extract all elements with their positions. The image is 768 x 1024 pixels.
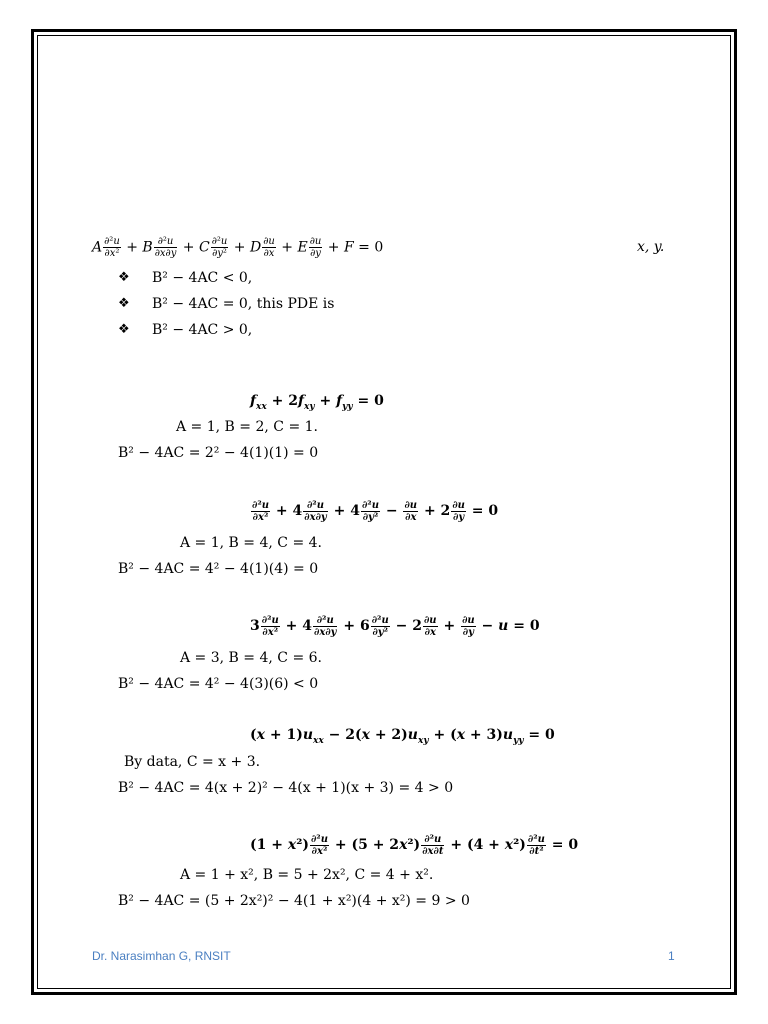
example-1-equation: $f_{xx} + 2f_{xy} + f_{yy} = 0$: [250, 393, 384, 412]
example-5-equation: (1 + x²) $\frac{\text{∂²u}}{\text{∂x²}}$ + (5 + 2x²) $\frac{\text{∂²u}}{\partial x\partial t}$ + (4 + x²) $\frac{\text{∂²u}}{\text{∂t²}}$ = 0: [250, 833, 579, 857]
general-equation: A $\frac{\text{∂²u}}{\text{∂x²}}$ + B $\frac{\text{∂²u}}{\partial x\partial y}$ + C $\frac{\text{∂²u}}{\text{∂y²}}$ + D $\frac{\partial u}{\partial x}$ + E $\frac{\partial u}{\partial y}$ + F = 0: [92, 236, 384, 259]
example-4-coefficients: By data, C = x + 3.: [124, 754, 261, 770]
bullet-text-3: B² − 4AC > 0,: [152, 322, 253, 338]
bullet-icon: ❖: [118, 322, 130, 337]
example-3-discriminant: B² − 4AC = 4² − 4(3)(6) < 0: [118, 676, 319, 692]
bullet-icon: ❖: [118, 270, 130, 285]
example-5-discriminant: B² − 4AC = (5 + 2x²)² − 4(1 + x²)(4 + x²) = 9 > 0: [118, 893, 470, 909]
general-equation-tail: x, y.: [637, 239, 665, 255]
example-2-equation: $\frac{\text{∂²u}}{\text{∂x²}}$ + 4 $\frac{\text{∂²u}}{\partial x\partial y}$ + 4 $\frac{\text{∂²u}}{\text{∂y²}}$ − $\frac{\partial u}{\partial x}$ + 2 $\frac{\partial u}{\partial y}$ = 0: [252, 499, 499, 523]
bullet-text-1: B² − 4AC < 0,: [152, 270, 253, 286]
bullet-text-2: B² − 4AC = 0, this PDE is: [152, 296, 335, 312]
example-3-coefficients: A = 3, B = 4, C = 6.: [180, 650, 322, 666]
footer-page-number: 1: [668, 949, 675, 963]
example-2-coefficients: A = 1, B = 4, C = 4.: [180, 535, 322, 551]
example-2-discriminant: B² − 4AC = 4² − 4(1)(4) = 0: [118, 561, 319, 577]
example-4-discriminant: B² − 4AC = 4(x + 2)² − 4(x + 1)(x + 3) = 4 > 0: [118, 780, 454, 796]
example-3-equation: 3 $\frac{\text{∂²u}}{\text{∂x²}}$ + 4 $\frac{\text{∂²u}}{\partial x\partial y}$ + 6 $\frac{\text{∂²u}}{\text{∂y²}}$ − 2 $\frac{\partial u}{\partial x}$ + $\frac{\partial u}{\partial y}$ − u = 0: [250, 614, 540, 638]
footer-author: Dr. Narasimhan G, RNSIT: [92, 949, 231, 963]
example-4-equation: $(x + 1)u_{xx} - 2(x + 2)u_{xy} + (x + 3)u_{yy} = 0$: [250, 727, 555, 746]
bullet-icon: ❖: [118, 296, 130, 311]
example-5-coefficients: A = 1 + x², B = 5 + 2x², C = 4 + x².: [180, 867, 434, 883]
example-1-coefficients: A = 1, B = 2, C = 1.: [176, 419, 318, 435]
example-1-discriminant: B² − 4AC = 2² − 4(1)(1) = 0: [118, 445, 319, 461]
